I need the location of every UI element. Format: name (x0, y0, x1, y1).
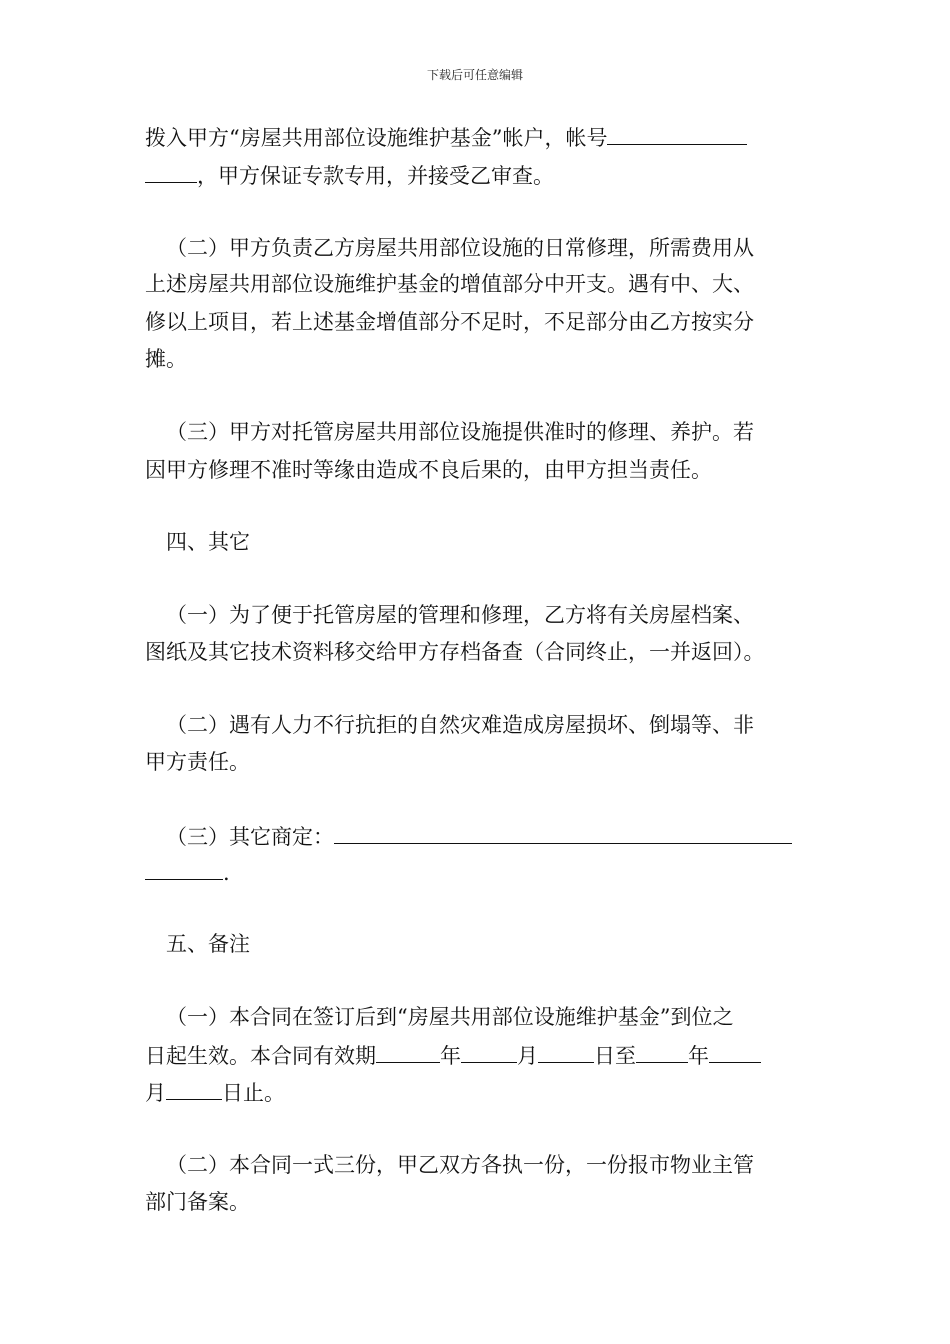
text-span: 日起生效。本合同有效期 (145, 1044, 376, 1068)
text-span: （三）其它商定： (166, 825, 334, 849)
text-line (145, 122, 747, 150)
blank-field-end-year (636, 1040, 688, 1063)
paragraph-line: （二）本合同一式三份，甲乙双方各执一份，一份报市物业主管 (166, 1153, 754, 1177)
page-header: 下载后可任意编辑 (426, 68, 523, 82)
blank-field-other-cont (145, 857, 223, 880)
text-line (166, 821, 792, 849)
blank-field-other (334, 821, 792, 844)
text-span: 月 (517, 1044, 538, 1068)
paragraph-line: 摊。 (145, 347, 187, 371)
paragraph-line: 上述房屋共用部位设施维护基金的增值部分中开支。遇有中、大、 (145, 272, 754, 296)
text-span: 年 (688, 1044, 709, 1068)
paragraph-line: （二）遇有人力不行抗拒的自然灾难造成房屋损坏、倒塌等、非 (166, 713, 754, 737)
text-span: 年 (440, 1044, 461, 1068)
paragraph-line: （二）甲方负责乙方房屋共用部位设施的日常修理，所需费用从 (166, 236, 754, 260)
blank-field-day (538, 1040, 594, 1063)
blank-field-end-day (166, 1077, 222, 1100)
text-span: ，甲方保证专款专用，并接受乙审查。 (197, 164, 554, 188)
text-line (145, 1077, 285, 1105)
blank-field-year (376, 1040, 440, 1063)
paragraph-line: （一）本合同在签订后到“房屋共用部位设施维护基金”到位之 (166, 1005, 734, 1029)
paragraph-line: 部门备案。 (145, 1190, 250, 1214)
blank-field-end-month (709, 1040, 761, 1063)
text-line (145, 160, 554, 188)
section-heading: 五、备注 (166, 932, 250, 956)
text-span: 拨入甲方“房屋共用部位设施维护基金”帐户，帐号 (145, 126, 608, 150)
paragraph-line: （三）甲方对托管房屋共用部位设施提供准时的修理、养护。若 (166, 420, 754, 444)
paragraph-line: 修以上项目，若上述基金增值部分不足时，不足部分由乙方按实分 (145, 310, 754, 334)
blank-field-account (607, 122, 747, 145)
text-span: 日止。 (222, 1081, 285, 1105)
text-span: . (223, 861, 230, 885)
text-line (145, 857, 230, 885)
paragraph-line: 因甲方修理不准时等缘由造成不良后果的，由甲方担当责任。 (145, 458, 712, 482)
blank-field-account-cont (145, 160, 197, 183)
paragraph-line: （一）为了便于托管房屋的管理和修理，乙方将有关房屋档案、 (166, 603, 754, 627)
section-heading: 四、其它 (166, 530, 250, 554)
text-line (145, 1040, 761, 1068)
paragraph-line: 图纸及其它技术资料移交给甲方存档备查（合同终止，一并返回）。 (145, 640, 765, 664)
text-span: 日至 (594, 1044, 636, 1068)
blank-field-month (461, 1040, 517, 1063)
paragraph-line: 甲方责任。 (145, 750, 250, 774)
text-span: 月 (145, 1081, 166, 1105)
